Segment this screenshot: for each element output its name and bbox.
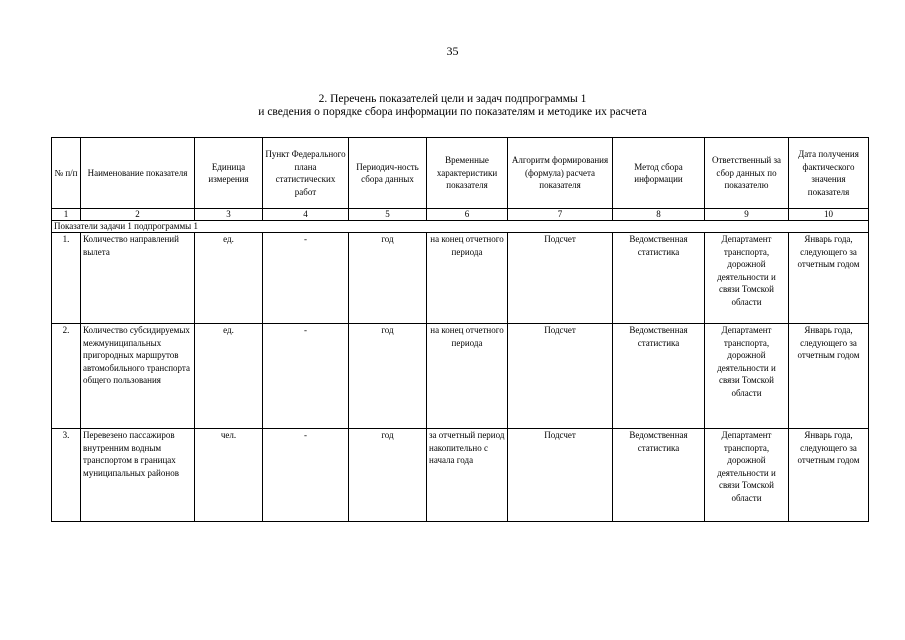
table-row — [52, 429, 869, 522]
indicator-name: Количество субсидируемых межмуниципальных пригородных маршрутов автомобильного транспорта общего пользования — [81, 324, 195, 429]
title-line-2: и сведения о порядке сбора информации по показателям и методике их расчета — [258, 106, 647, 118]
title-line-1: 2. Перечень показателей цели и задач подпрограммы 1 — [318, 93, 587, 105]
plan-item-cell: - — [263, 429, 349, 522]
time-characteristics-cell: на конец отчетного периода — [427, 233, 508, 324]
responsible-cell: Департамент транспорта, дорожной деятельности и связи Томской области — [705, 233, 789, 324]
column-number: 8 — [613, 209, 705, 221]
date-cell: Январь года, следующего за отчетным годом — [789, 324, 869, 429]
unit-cell: чел. — [195, 429, 263, 522]
row-number: 3. — [52, 429, 81, 522]
column-number: 7 — [508, 209, 613, 221]
indicator-name: Перевезено пассажиров внутренним водным транспортом в границах муниципальных районов — [81, 429, 195, 522]
indicator-name: Количество направлений вылета — [81, 233, 195, 324]
page-number: 35 — [446, 44, 459, 58]
unit-cell: ед. — [195, 233, 263, 324]
time-characteristics-cell: за отчетный период накопительно с начала года — [427, 429, 508, 522]
time-characteristics-cell: на конец отчетного периода — [427, 324, 508, 429]
column-number: 10 — [789, 209, 869, 221]
row-number: 1. — [52, 233, 81, 324]
section-row — [52, 221, 869, 233]
periodicity-cell: год — [349, 324, 427, 429]
header-algorithm: Алгоритм формирования (формула) расчета показателя — [508, 138, 613, 209]
header-responsible: Ответственный за сбор данных по показателю — [705, 138, 789, 209]
document-title — [0, 93, 905, 119]
table-row — [52, 233, 869, 324]
column-number: 9 — [705, 209, 789, 221]
plan-item-cell: - — [263, 233, 349, 324]
responsible-cell: Департамент транспорта, дорожной деятельности и связи Томской области — [705, 429, 789, 522]
algorithm-cell: Подсчет — [508, 324, 613, 429]
section-label: Показатели задачи 1 подпрограммы 1 — [52, 221, 869, 233]
algorithm-cell: Подсчет — [508, 429, 613, 522]
header-num: № п/п — [52, 138, 81, 209]
column-number: 2 — [81, 209, 195, 221]
table-row — [52, 324, 869, 429]
algorithm-cell: Подсчет — [508, 233, 613, 324]
column-number-row — [52, 209, 869, 221]
header-time-characteristics: Временные характеристики показателя — [427, 138, 508, 209]
responsible-cell: Департамент транспорта, дорожной деятельности и связи Томской области — [705, 324, 789, 429]
header-method: Метод сбора информации — [613, 138, 705, 209]
indicators-table — [51, 137, 869, 522]
unit-cell: ед. — [195, 324, 263, 429]
column-number: 3 — [195, 209, 263, 221]
row-number: 2. — [52, 324, 81, 429]
date-cell: Январь года, следующего за отчетным годом — [789, 233, 869, 324]
column-number: 4 — [263, 209, 349, 221]
column-number: 5 — [349, 209, 427, 221]
periodicity-cell: год — [349, 233, 427, 324]
date-cell: Январь года, следующего за отчетным годом — [789, 429, 869, 522]
header-name: Наименование показателя — [81, 138, 195, 209]
method-cell: Ведомственная статистика — [613, 233, 705, 324]
method-cell: Ведомственная статистика — [613, 324, 705, 429]
header-date: Дата получения фактического значения показателя — [789, 138, 869, 209]
plan-item-cell: - — [263, 324, 349, 429]
column-number: 6 — [427, 209, 508, 221]
column-number: 1 — [52, 209, 81, 221]
method-cell: Ведомственная статистика — [613, 429, 705, 522]
header-unit: Единица измерения — [195, 138, 263, 209]
header-plan-item: Пункт Федерального плана статистических работ — [263, 138, 349, 209]
periodicity-cell: год — [349, 429, 427, 522]
header-periodicity: Периодич-ность сбора данных — [349, 138, 427, 209]
table-header-row — [52, 138, 869, 209]
